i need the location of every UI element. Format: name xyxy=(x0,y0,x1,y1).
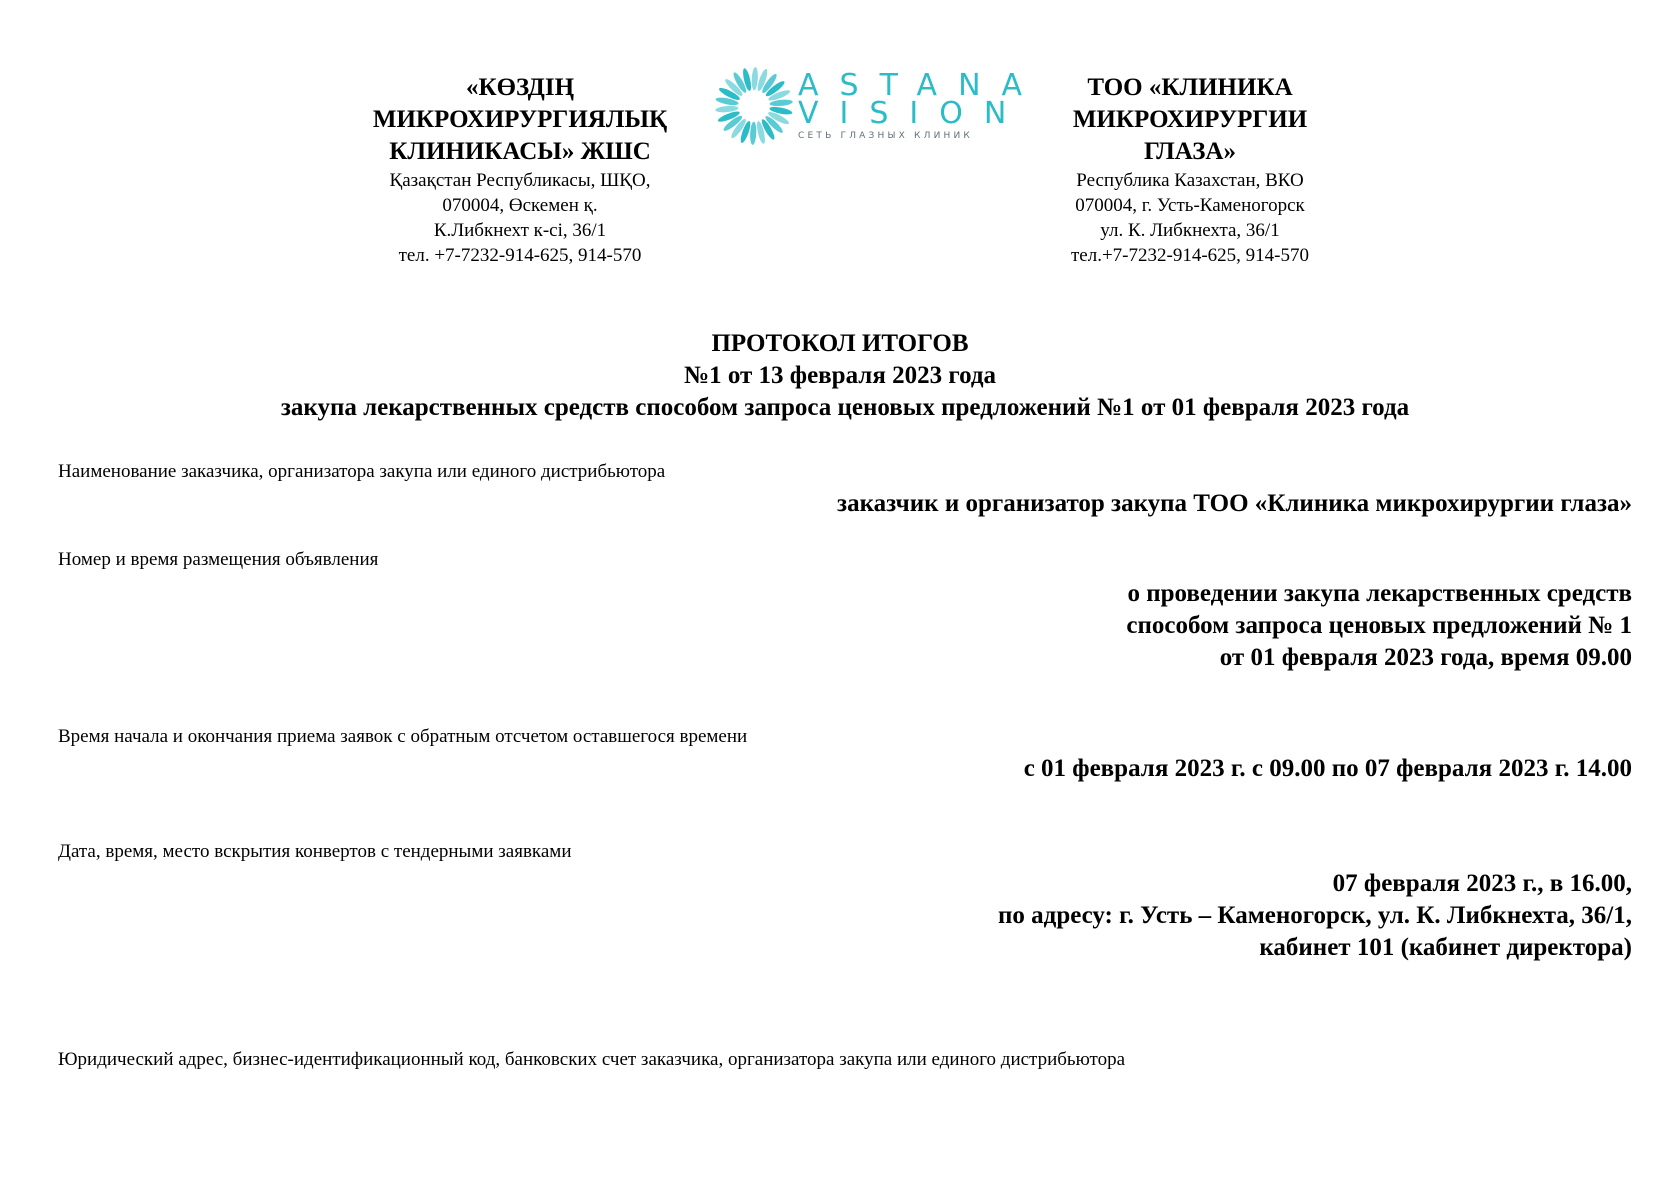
org-left-name-line: КЛИНИКАСЫ» ЖШС xyxy=(389,138,651,165)
org-left-name-line: МИКРОХИРУРГИЯЛЫҚ xyxy=(372,106,668,133)
org-right-address-line: 070004, г. Усть-Каменогорск xyxy=(1075,195,1305,216)
org-right-address-line: Республика Казахстан, ВКО xyxy=(1076,170,1304,191)
org-left-address-line: Қазақстан Республикасы, ШҚО, xyxy=(389,170,651,191)
value-line: способом запроса ценовых предложений № 1 xyxy=(1126,612,1632,639)
astana-vision-logo xyxy=(712,66,1044,146)
org-right-block xyxy=(1010,72,1370,268)
org-left-block xyxy=(330,72,710,268)
logo-word-2: VISION xyxy=(798,96,1028,131)
value-line: заказчик и организатор закупа ТОО «Клиника микрохирургии глаза» xyxy=(837,490,1632,517)
value-line: по адресу: г. Усть – Каменогорск, ул. К. Либкнехта, 36/1, xyxy=(998,902,1632,929)
field-label-announcement: Номер и время размещения объявления xyxy=(58,549,379,570)
field-value-opening xyxy=(998,868,1632,964)
title-line: ПРОТОКОЛ ИТОГОВ xyxy=(711,330,969,357)
field-value-announcement xyxy=(1126,578,1632,674)
org-right-name-line: МИКРОХИРУРГИИ xyxy=(1072,106,1308,133)
value-line: 07 февраля 2023 г., в 16.00, xyxy=(1332,870,1632,897)
logo-word-1: ASTANA xyxy=(798,68,1044,103)
protocol-title xyxy=(0,328,1680,424)
org-right-address-line: ул. К. Либкнехта, 36/1 xyxy=(1100,220,1280,241)
field-value-application-period xyxy=(1024,753,1632,785)
org-left-address-line: К.Либкнехт к-сі, 36/1 xyxy=(433,220,607,241)
org-right-name-line: ГЛАЗА» xyxy=(1144,138,1236,165)
eye-flower-icon xyxy=(712,66,796,146)
org-left-address-line: 070004, Өскемен қ. xyxy=(442,195,598,216)
org-left-name-line: «КӨЗДІҢ xyxy=(465,74,575,101)
value-line: о проведении закупа лекарственных средств xyxy=(1127,580,1632,607)
value-line: с 01 февраля 2023 г. с 09.00 по 07 февраля 2023 г. 14.00 xyxy=(1023,755,1632,782)
field-label-opening: Дата, время, место вскрытия конвертов с тендерными заявками xyxy=(58,841,572,862)
title-line: закупа лекарственных средств способом запроса ценовых предложений №1 от 01 февраля 2023 года xyxy=(280,394,1410,421)
org-left-address-line: тел. +7-7232-914-625, 914-570 xyxy=(398,245,642,266)
value-line: кабинет 101 (кабинет директора) xyxy=(1259,934,1632,961)
logo-wordmark xyxy=(798,68,1044,142)
org-right-address-line: тел.+7-7232-914-625, 914-570 xyxy=(1071,245,1309,266)
field-label-legal-address: Юридический адрес, бизнес-идентификационный код, банковских счет заказчика, организатора закупа или единого дистрибьютора xyxy=(58,1049,1126,1070)
title-line: №1 от 13 февраля 2023 года xyxy=(683,362,997,389)
org-right-name-line: ТОО «КЛИНИКА xyxy=(1087,74,1293,101)
field-label-application-period: Время начала и окончания приема заявок с обратным отсчетом оставшегося времени xyxy=(58,726,748,747)
field-label-customer: Наименование заказчика, организатора закупа или единого дистрибьютора xyxy=(58,461,666,482)
value-line: от 01 февраля 2023 года, время 09.00 xyxy=(1219,644,1632,671)
field-value-customer xyxy=(837,488,1632,520)
logo-tagline: СЕТЬ ГЛАЗНЫХ КЛИНИК xyxy=(798,131,974,141)
